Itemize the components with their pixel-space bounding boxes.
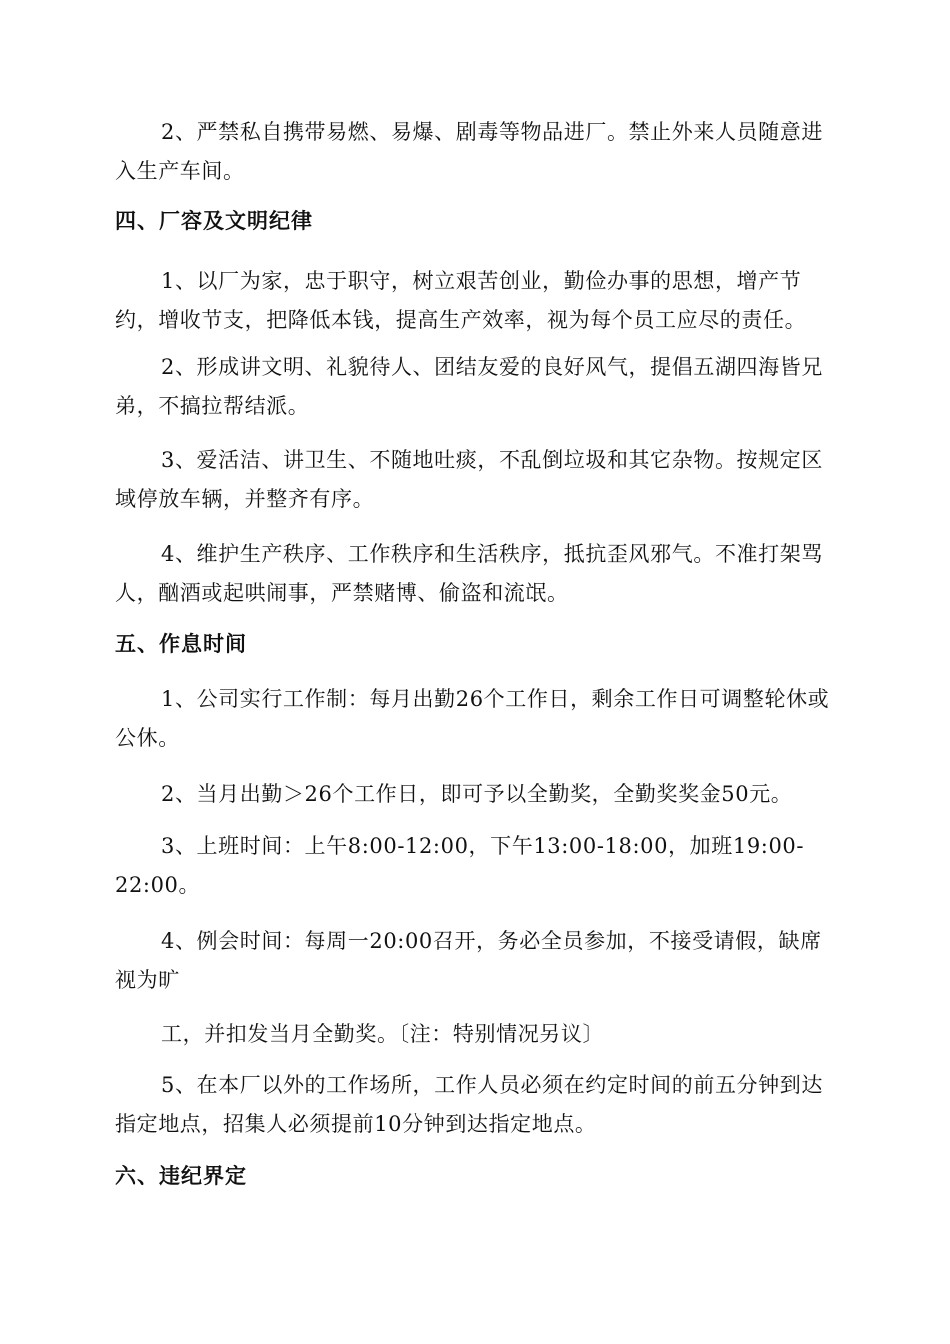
paragraph: 1、公司实行工作制：每月出勤26个工作日，剩余工作日可调整轮休或公休。 — [115, 687, 830, 750]
paragraph: 2、形成讲文明、礼貌待人、团结友爱的良好风气，提倡五湖四海皆兄弟，不搞拉帮结派。 — [115, 355, 823, 418]
section-heading: 六、违纪界定 — [115, 1163, 247, 1188]
section-heading: 五、作息时间 — [115, 631, 247, 656]
paragraph: 5、在本厂以外的工作场所，工作人员必须在约定时间的前五分钟到达指定地点，招集人必须提前10分钟到达指定地点。 — [115, 1073, 823, 1136]
paragraph: 工，并扣发当月全勤奖。〔注：特别情况另议〕 — [161, 1022, 605, 1046]
section-heading: 四、厂容及文明纪律 — [115, 208, 313, 233]
paragraph: 4、例会时间：每周一20:00召开，务必全员参加，不接受请假，缺席视为旷 — [115, 929, 822, 992]
paragraph: 1、以厂为家，忠于职守，树立艰苦创业，勤俭办事的思想，增产节约，增收节支，把降低本钱，提高生产效率，视为每个员工应尽的责任。 — [115, 269, 807, 332]
paragraph: 2、严禁私自携带易燃、易爆、剧毒等物品进厂。禁止外来人员随意进入生产车间。 — [115, 120, 823, 183]
paragraph: 4、维护生产秩序、工作秩序和生活秩序，抵抗歪风邪气。不准打架骂人，酗酒或起哄闹事，严禁赌博、偷盗和流氓。 — [115, 542, 823, 605]
paragraph: 2、当月出勤＞26个工作日，即可予以全勤奖，全勤奖奖金50元。 — [161, 782, 793, 806]
paragraph: 3、爱活洁、讲卫生、不随地吐痰，不乱倒垃圾和其它杂物。按规定区域停放车辆，并整齐有序。 — [115, 448, 823, 511]
paragraph: 3、上班时间：上午8:00-12:00，下午13:00-18:00，加班19:00-22:00。 — [115, 834, 805, 897]
